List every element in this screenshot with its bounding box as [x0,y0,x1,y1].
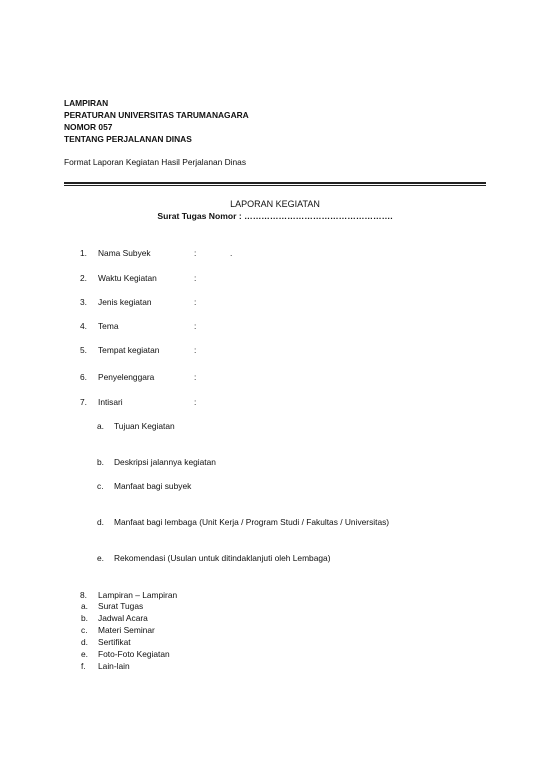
item-colon: : [194,372,197,382]
item-number: 2. [80,273,87,283]
subitem-letter: d. [97,517,104,527]
item-label: Penyelenggara [98,372,155,382]
lampiran-label: Lampiran – Lampiran [98,590,178,600]
lampiran-letter: d. [81,637,88,647]
item-number: 3. [80,297,87,307]
item-colon: : [194,321,197,331]
header-peraturan: PERATURAN UNIVERSITAS TARUMANAGARA [64,110,249,120]
item-label: Waktu Kegiatan [98,273,157,283]
item-colon: : [194,273,197,283]
lampiran-letter: f. [81,661,86,671]
item-colon: : [194,297,197,307]
item-colon: : [194,248,197,258]
subitem-letter: a. [97,421,104,431]
lampiran-letter: b. [81,613,88,623]
item-number: 4. [80,321,87,331]
header-tentang: TENTANG PERJALANAN DINAS [64,134,192,144]
lampiran-item: Lain-lain [98,661,130,671]
item-label: Tema [98,321,119,331]
surat-tugas-line: Surat Tugas Nomor : ……………………………………………. [157,211,393,221]
item-number: 5. [80,345,87,355]
item-colon: : [194,397,197,407]
report-title: LAPORAN KEGIATAN [230,199,320,209]
lampiran-letter: c. [81,625,88,635]
item-label: Tempat kegiatan [98,345,160,355]
lampiran-number: 8. [80,590,87,600]
item-number: 1. [80,248,87,258]
item-number: 7. [80,397,87,407]
subitem-label: Deskripsi jalannya kegiatan [114,457,216,467]
item-label: Intisari [98,397,123,407]
subitem-letter: b. [97,457,104,467]
divider-thin [64,185,486,186]
header-lampiran: LAMPIRAN [64,98,109,108]
subitem-label: Tujuan Kegiatan [114,421,175,431]
lampiran-item: Foto-Foto Kegiatan [98,649,170,659]
subitem-label: Manfaat bagi lembaga (Unit Kerja / Program Studi / Fakultas / Universitas) [114,517,390,527]
divider-thick [64,182,486,184]
lampiran-letter: a. [81,601,88,611]
header-nomor: NOMOR 057 [64,122,113,132]
lampiran-letter: e. [81,649,88,659]
lampiran-item: Sertifikat [98,637,131,647]
item-colon: : [194,345,197,355]
item-number: 6. [80,372,87,382]
subitem-label: Rekomendasi (Usulan untuk ditindaklanjuti oleh Lembaga) [114,553,331,563]
item-value: . [230,248,233,258]
subitem-label: Manfaat bagi subyek [114,481,192,491]
lampiran-item: Surat Tugas [98,601,144,611]
subitem-letter: e. [97,553,104,563]
lampiran-item: Materi Seminar [98,625,155,635]
item-label: Jenis kegiatan [98,297,152,307]
lampiran-item: Jadwal Acara [98,613,148,623]
subitem-letter: c. [97,481,104,491]
item-label: Nama Subyek [98,248,151,258]
format-subtitle: Format Laporan Kegiatan Hasil Perjalanan Dinas [64,157,247,167]
